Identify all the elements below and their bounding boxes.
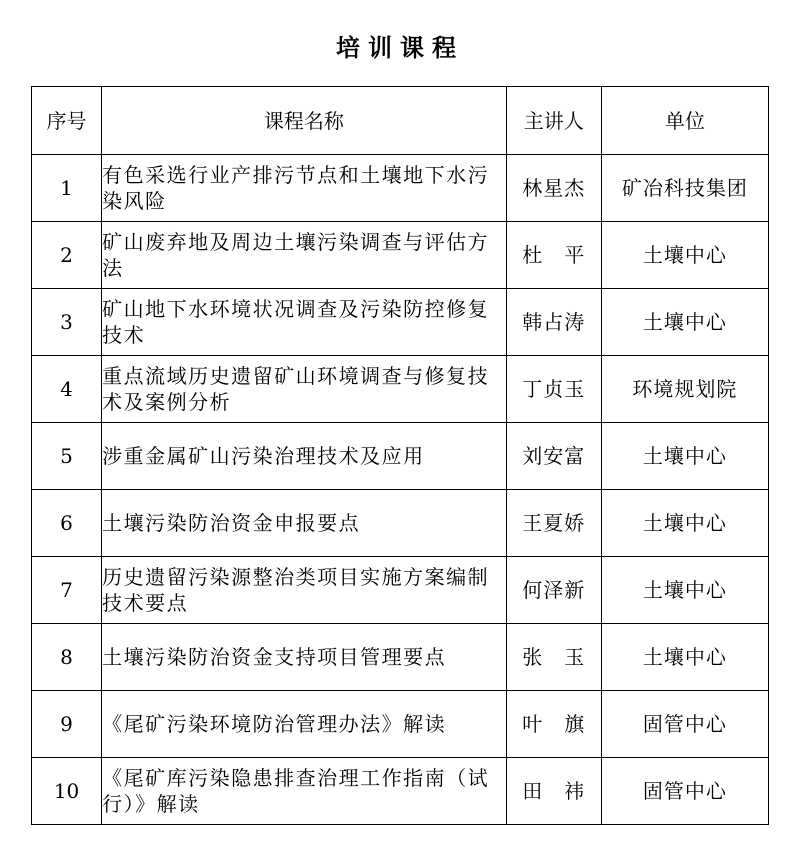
table-row (32, 758, 769, 825)
row-unit: 固管中心 (601, 691, 768, 758)
table-row (32, 155, 769, 222)
row-no: 3 (32, 289, 102, 356)
row-unit: 环境规划院 (601, 356, 768, 423)
row-lecturer: 韩占涛 (506, 289, 601, 356)
table-row (32, 624, 769, 691)
row-course-name: 土壤污染防治资金申报要点 (102, 490, 507, 557)
page-title: 培训课程 (336, 33, 464, 62)
row-course-name: 涉重金属矿山污染治理技术及应用 (102, 423, 507, 490)
row-no: 6 (32, 490, 102, 557)
table-header-row (32, 87, 769, 155)
row-course-name: 重点流域历史遗留矿山环境调查与修复技术及案例分析 (102, 356, 507, 423)
table-row (32, 222, 769, 289)
row-lecturer: 何泽新 (506, 557, 601, 624)
row-course-name: 矿山地下水环境状况调查及污染防控修复技术 (102, 289, 507, 356)
row-lecturer: 丁贞玉 (506, 356, 601, 423)
row-unit: 土壤中心 (601, 289, 768, 356)
row-course-name: 矿山废弃地及周边土壤污染调查与评估方法 (102, 222, 507, 289)
row-lecturer: 林星杰 (506, 155, 601, 222)
row-lecturer: 叶 旗 (506, 691, 601, 758)
course-table (31, 86, 769, 825)
row-lecturer: 张 玉 (506, 624, 601, 691)
header-no: 序号 (32, 87, 102, 155)
row-unit: 土壤中心 (601, 624, 768, 691)
table-row (32, 557, 769, 624)
table-row (32, 490, 769, 557)
row-course-name: 土壤污染防治资金支持项目管理要点 (102, 624, 507, 691)
row-lecturer: 刘安富 (506, 423, 601, 490)
header-unit: 单位 (601, 87, 768, 155)
table-row (32, 691, 769, 758)
row-no: 5 (32, 423, 102, 490)
row-no: 1 (32, 155, 102, 222)
header-course-name: 课程名称 (102, 87, 507, 155)
row-no: 9 (32, 691, 102, 758)
header-lecturer: 主讲人 (506, 87, 601, 155)
table-row (32, 423, 769, 490)
row-unit: 矿冶科技集团 (601, 155, 768, 222)
row-no: 2 (32, 222, 102, 289)
row-course-name: 历史遗留污染源整治类项目实施方案编制技术要点 (102, 557, 507, 624)
row-unit: 土壤中心 (601, 423, 768, 490)
table-row (32, 289, 769, 356)
table-row (32, 356, 769, 423)
row-no: 8 (32, 624, 102, 691)
row-unit: 土壤中心 (601, 222, 768, 289)
row-no: 10 (32, 758, 102, 825)
row-no: 4 (32, 356, 102, 423)
row-no: 7 (32, 557, 102, 624)
row-unit: 土壤中心 (601, 490, 768, 557)
row-lecturer: 王夏娇 (506, 490, 601, 557)
row-course-name: 《尾矿污染环境防治管理办法》解读 (102, 691, 507, 758)
row-course-name: 《尾矿库污染隐患排查治理工作指南（试行）》解读 (102, 758, 507, 825)
row-lecturer: 杜 平 (506, 222, 601, 289)
row-unit: 固管中心 (601, 758, 768, 825)
row-course-name: 有色采选行业产排污节点和土壤地下水污染风险 (102, 155, 507, 222)
row-unit: 土壤中心 (601, 557, 768, 624)
row-lecturer: 田 祎 (506, 758, 601, 825)
